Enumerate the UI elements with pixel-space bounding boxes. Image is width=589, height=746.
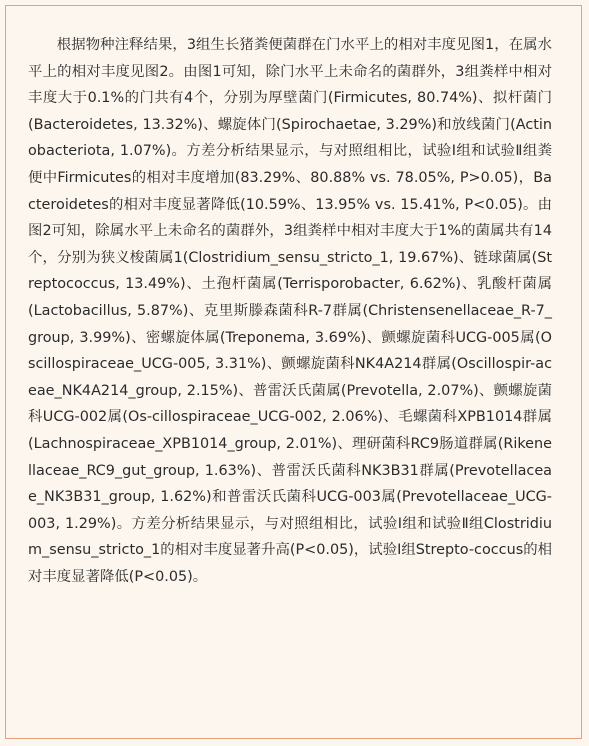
body-paragraph: 根据物种注释结果，3组生长猪粪便菌群在门水平上的相对丰度见图1，在属水平上的相对丰度见图2。由图1可知，除门水平上未命名的菌群外，3组粪样中相对丰度大于0.1%的门共有4个，分别为厚壁菌门(Firmicutes, 80.74%)、拟杆菌门(Bacteroidetes, 13.32%)、螺旋体门(Spirochaetae, 3.29%)和放线菌门(Actinobacteriota, 1.07%)。方差分析结果显示，与对照组相比，试验Ⅰ组和试验Ⅱ组粪便中Firmicutes的相对丰度增加(83.29%、80.88% vs. 78.05%, P>0.05)，Bacteroidetes的相对丰度显著降低(10.59%、13.95% vs. 15.41%, P<0.05)。由图2可知，除属水平上未命名的菌群外，3组粪样中相对丰度大于1%的菌属共有14个，分别为狭义梭菌属1(Clostridium_sensu_stricto_1, 19.67%)、链球菌属(Streptococcus, 13.49%)、土孢杆菌属(Terrisporobacter, 6.62%)、乳酸杆菌属(Lactobacillus, 5.87%)、克里斯滕森菌科R-7群属(Christensenellaceae_R-7_group, 3.99%)、密螺旋体属(Treponema, 3.69%)、颤螺旋菌科UCG-005属(Oscillospiraceae_UCG-005, 3.31%)、颤螺旋菌科NK4A214群属(Oscillospir-aceae_NK4A214_group, 2.15%)、普雷沃氏菌属(Prevotella, 2.07%)、颤螺旋菌科UCG-002属(Os-cillospiraceae_UCG-002, 2.06%)、毛螺菌科XPB1014群属(Lachnospiraceae_XPB1014_group, 2.01%)、理研菌科RC9肠道群属(Rikenellaceae_RC9_gut_group, 1.63%)、普雷沃氏菌科NK3B31群属(Prevotellaceae_NK3B31_group, 1.62%)和普雷沃氏菌科UCG-003属(Prevotellaceae_UCG-003, 1.29%)。方差分析结果显示，与对照组相比，试验Ⅰ组和试验Ⅱ组Clostridium_sensu_stricto_1的相对丰度显著升高(P<0.05)，试验Ⅰ组Strepto-coccus的相对丰度显著降低(P<0.05)。 — [28, 37, 552, 585]
